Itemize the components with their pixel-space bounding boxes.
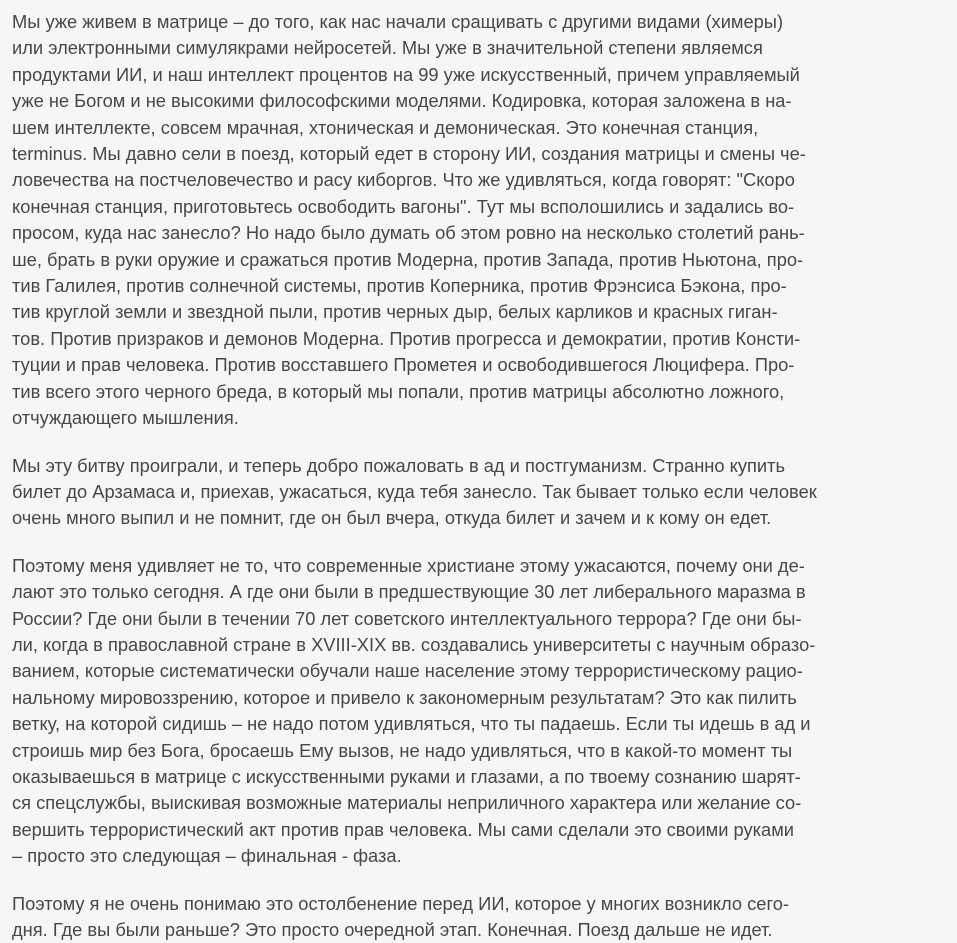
text-line: нальному мировоззрению, которое и привело к закономерным результатам? Это как пилить: [12, 686, 797, 708]
text-line: строишь мир без Бога, бросаешь Ему вызов, не надо удивляться, что в какой-то момент ты: [12, 739, 793, 761]
text-line: лают это только сегодня. А где они были в предшествующие 30 лет либерального маразма в: [12, 581, 806, 603]
text-line: ванием, которые систематически обучали наше население этому террористическому рацио-: [12, 660, 803, 682]
text-line: уже не Богом и не высокими философскими моделями. Кодировка, которая заложена в на-: [12, 90, 792, 112]
text-line: очень много выпил и не помнит, где он был вчера, откуда билет и зачем и к кому он едет.: [12, 507, 772, 529]
text-line: Поэтому я не очень понимаю это остолбенение перед ИИ, которое у многих возникло сего-: [12, 892, 789, 914]
text-line: Мы уже живем в матрице – до того, как нас начали сращивать с другими видами (химеры): [12, 11, 784, 32]
text-line: продуктами ИИ, и наш интеллект процентов на 99 уже искусственный, причем управляемый: [12, 63, 800, 85]
text-line: дня. Где вы были раньше? Это просто очередной этап. Конечная. Поезд дальше не идет.: [12, 919, 773, 940]
text-line: terminus. Мы давно сели в поезд, который едет в сторону ИИ, создания матрицы и смены че-: [12, 143, 806, 165]
text-line: тов. Против призраков и демонов Модерна. Против прогресса и демократии, против Консти-: [12, 327, 801, 349]
text-line: вершить террористический акт против прав человека. Мы сами сделали это своими руками: [12, 818, 794, 840]
text-line: – просто это следующая – финальная - фаза.: [12, 845, 402, 867]
paragraph: [12, 9, 957, 432]
text-line: оказываешься в матрице с искусственными руками и глазами, а по твоему сознанию шарят-: [12, 765, 801, 787]
text-line: тив Галилея, против солнечной системы, против Коперника, против Фрэнсиса Бэкона, про-: [12, 275, 787, 297]
text-line: конечная станция, приготовьтесь освободить вагоны". Тут мы всполошились и задались во-: [12, 195, 795, 217]
text-line: ся спецслужбы, выискивая возможные материалы неприличного характера или желание со-: [12, 792, 802, 814]
text-line: России? Где они были в течении 70 лет советского интеллектуального террора? Где они бы-: [12, 607, 802, 629]
text-line: просом, куда нас занесло? Но надо было думать об этом ровно на несколько столетий рань-: [12, 222, 805, 244]
text-line: ловечества на постчеловечество и расу киборгов. Что же удивляться, когда говорят: "Скоро: [12, 169, 795, 191]
text-line: тив всего этого черного бреда, в который мы попали, против матрицы абсолютно ложного,: [12, 380, 785, 402]
text-line: или электронными симулякрами нейросетей. Мы уже в значительной степени являемся: [12, 37, 763, 59]
text-line: Поэтому меня удивляет не то, что современные христиане этому ужасаются, почему они де-: [12, 554, 805, 576]
paragraph: [12, 453, 957, 532]
text-line: тив круглой земли и звездной пыли, против черных дыр, белых карликов и красных гиган-: [12, 301, 778, 323]
text-line: шем интеллекте, совсем мрачная, хтоническая и демоническая. Это конечная станция,: [12, 116, 759, 138]
paragraph: [12, 553, 957, 870]
text-line: Мы эту битву проиграли, и теперь добро пожаловать в ад и постгуманизм. Странно купить: [12, 454, 785, 476]
text-line: билет до Арзамаса и, приехав, ужасаться, куда тебя занесло. Так бывает только если человек: [12, 480, 817, 502]
paragraph: [12, 891, 957, 943]
text-line: ше, брать в руки оружие и сражаться против Модерна, против Запада, против Ньютона, про-: [12, 248, 804, 270]
text-line: отчуждающего мышления.: [12, 407, 239, 429]
text-line: ли, когда в православной стране в XVIII-XIX вв. создавались университеты с научным образо-: [12, 633, 816, 655]
text-line: туции и прав человека. Против восставшего Прометея и освободившегося Люцифера. Про-: [12, 354, 795, 376]
text-line: ветку, на которой сидишь – не надо потом удивляться, что ты падаешь. Если ты идешь в ад и: [12, 713, 811, 735]
